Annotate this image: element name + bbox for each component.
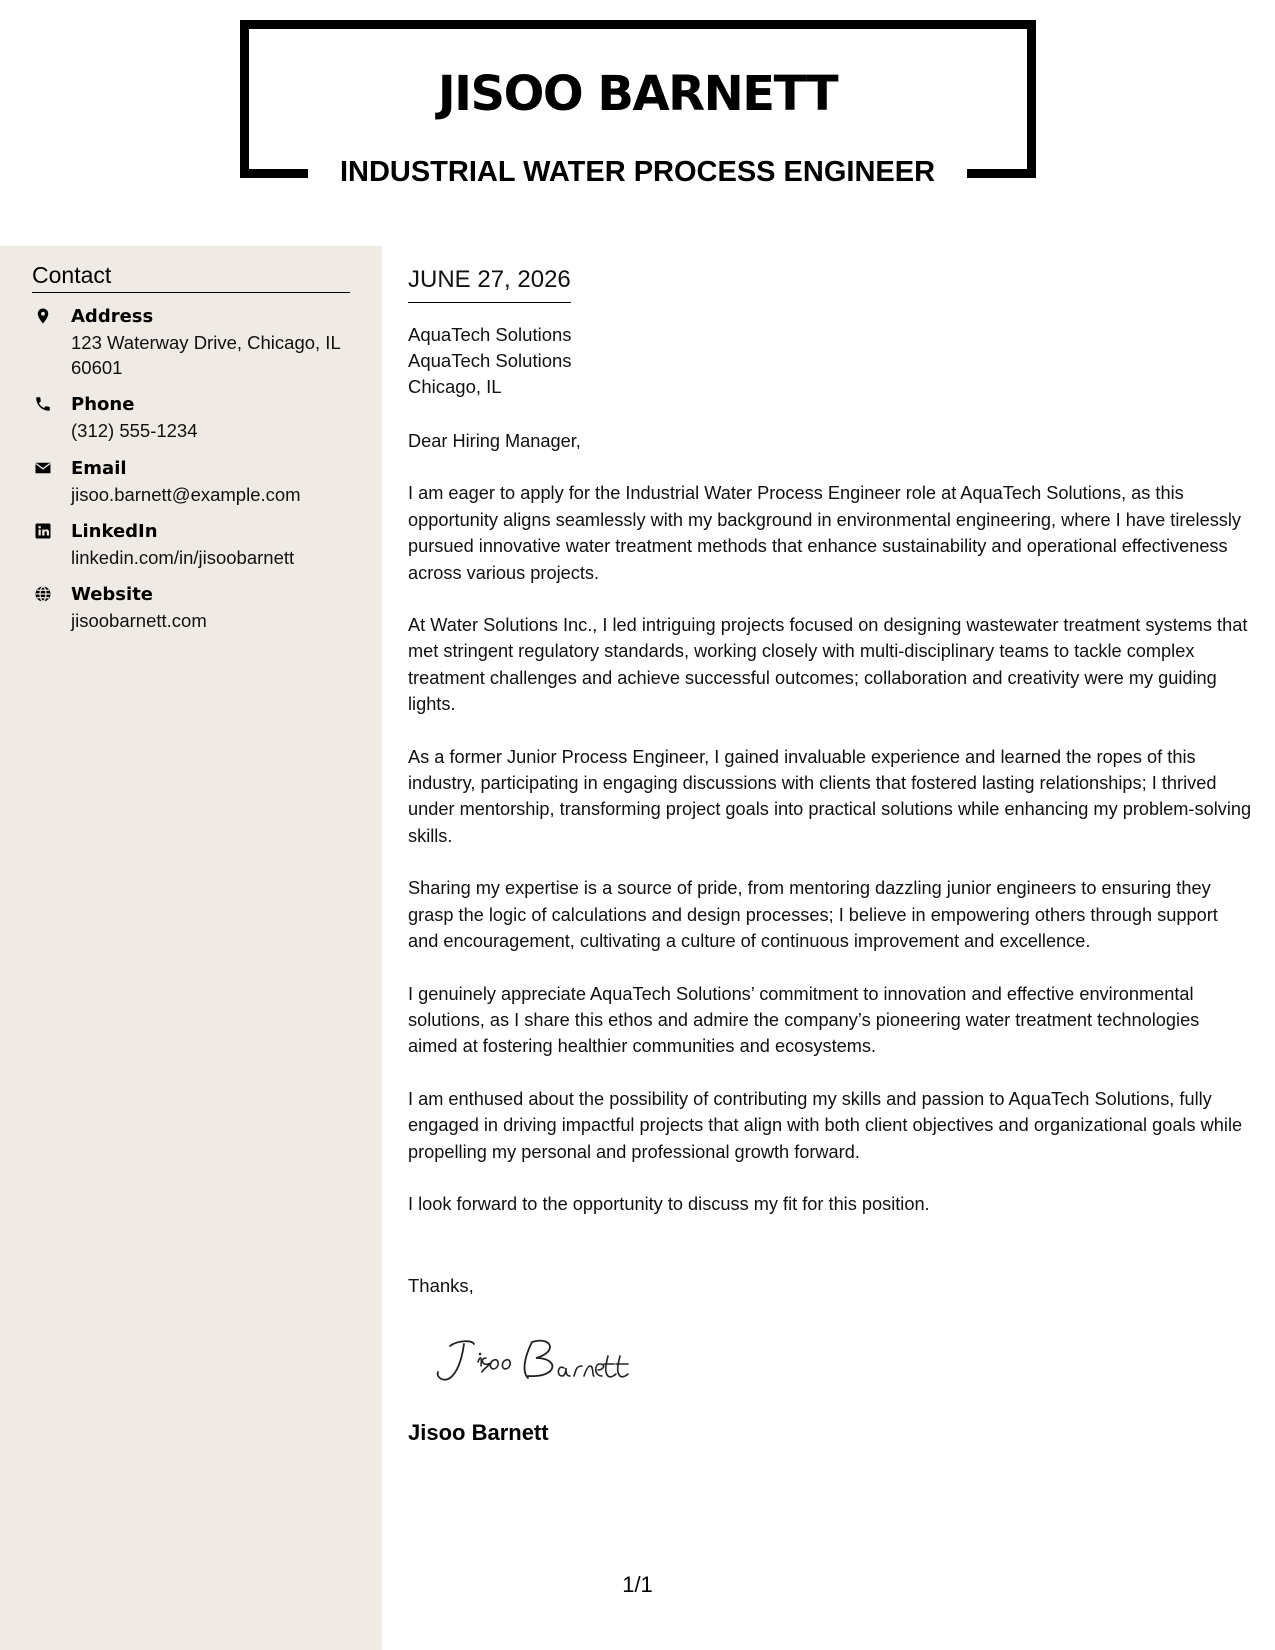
linkedin-icon [34,522,52,540]
job-title: INDUSTRIAL WATER PROCESS ENGINEER [339,156,936,188]
globe-icon [34,585,52,603]
recipient-line: AquaTech Solutions [408,350,572,371]
recipient-block [408,322,808,400]
signer-name: Jisoo Barnett [408,1420,549,1445]
envelope-icon [34,459,52,477]
recipient-line: AquaTech Solutions [408,324,572,345]
body-paragraph: As a former Junior Process Engineer, I gained invaluable experience and learned the ropes of this industry, participating in engaging discussions with clients that fostered lasting relationships; I thrived under mentorship, transforming project goals into practical solutions while enhancing my problem-solving skills. [408,746,1252,846]
contact-value: jisoobarnett.com [71,610,207,631]
body-paragraph: I genuinely appreciate AquaTech Solutions’ commitment to innovation and effective environmental solutions, as I share this ethos and admire the company’s pioneering water treatment technologies aimed at fostering healthier communities and ecosystems. [408,983,1200,1057]
contact-label: Website [71,584,154,605]
contact-value: linkedin.com/in/jisoobarnett [71,547,295,568]
contact-value: (312) 555-1234 [71,420,198,441]
contact-value: 123 Waterway Drive, Chicago, IL 60601 [71,332,341,378]
applicant-name: JISOO BARNETT [437,66,838,122]
handwritten-signature [428,1328,648,1388]
contact-label: LinkedIn [71,521,158,542]
body-paragraph: I am eager to apply for the Industrial Water Process Engineer role at AquaTech Solutions, as this opportunity aligns seamlessly with my background in environmental engineering, where I have tirelessly pursued innovative water treatment methods that enhance sustainability and operational effectiveness across various projects. [408,483,1242,583]
phone-icon [34,395,52,413]
location-pin-icon [34,307,52,325]
body-paragraph: At Water Solutions Inc., I led intriguing projects focused on designing wastewater treatment systems that met stringent regulatory standards, working closely with multi-disciplinary teams to tackle complex treatment challenges and achieve successful outcomes; collaboration and creativity were my guiding lights. [408,615,1248,715]
salutation: Dear Hiring Manager, [408,431,581,451]
recipient-line: Chicago, IL [408,376,502,397]
contact-heading: Contact [32,260,350,293]
body-paragraph: I am enthused about the possibility of contributing my skills and passion to AquaTech Solutions, fully engaged in driving impactful projects that align with both client objectives and organizational goals while propelling my personal and professional growth forward. [408,1088,1243,1162]
letter-body [408,428,1253,1243]
contact-label: Email [71,458,127,479]
body-paragraph: I look forward to the opportunity to discuss my fit for this position. [408,1193,930,1214]
contact-label: Address [71,306,154,327]
letter-date: JUNE 27, 2026 [408,264,571,303]
signoff: Thanks, [408,1275,474,1296]
page-number: 1/1 [622,1572,653,1597]
contact-value: jisoo.barnett@example.com [71,484,301,505]
body-paragraph: Sharing my expertise is a source of pride, from mentoring dazzling junior engineers to ensuring they grasp the logic of calculations and design processes; I believe in empowering others through support and encouragement, cultivating a culture of continuous improvement and excellence. [408,878,1218,952]
contact-label: Phone [71,394,135,415]
contact-sidebar [0,246,382,1650]
